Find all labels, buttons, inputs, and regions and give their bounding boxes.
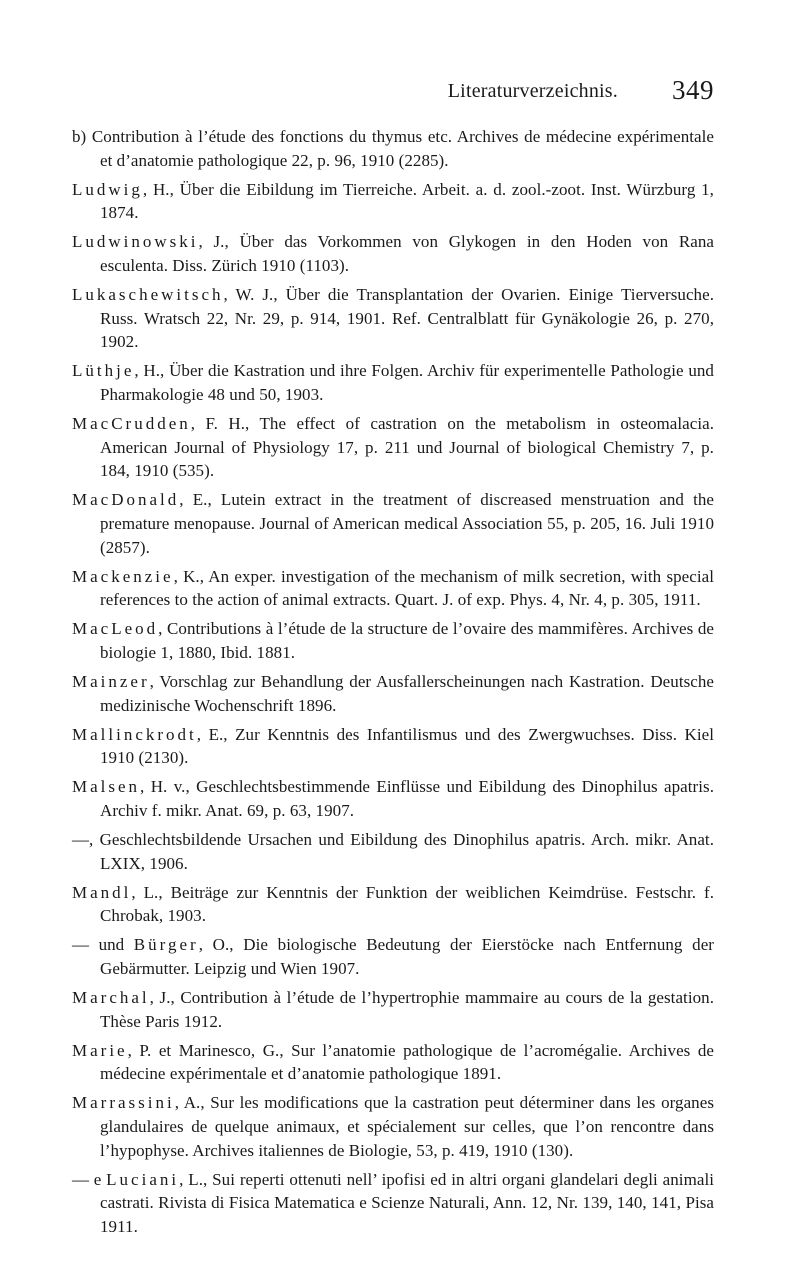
bibliography-entry [72, 125, 714, 172]
entry-text: , Geschlechtsbildende Ursachen und Eibildung des Dinophilus apatris. Arch. mikr. Anat. LXIX, 1906. [89, 830, 714, 873]
bibliography-entry [72, 670, 714, 717]
entry-author: Malsen [72, 777, 141, 797]
entry-author: Mallinckrodt [72, 724, 197, 744]
entry-author: Marie [72, 1040, 128, 1060]
entry-author: Bürger [133, 935, 199, 955]
entry-text: , J., Über das Vorkommen von Glykogen in den Hoden von Rana esculenta. Diss. Zürich 1910 (1103). [100, 232, 714, 275]
bibliography-entry [72, 412, 714, 483]
entry-author: Lüthje [72, 361, 135, 381]
entry-author: Mackenzie [72, 566, 174, 586]
entry-text: , E., Zur Kenntnis des Infantilismus und des Zwergwuchses. Diss. Kiel 1910 (2130). [100, 724, 714, 768]
page-header [72, 74, 714, 110]
bibliography-entry [72, 1039, 714, 1086]
entry-text: , L., Sui reperti ottenuti nell’ ipofisi ed in altri organi glandelari degli animali castrati. Rivista di Fisica Matematica e Scienze Naturali, Ann. 12, Nr. 139, 140, 141, Pisa 1911. [100, 1169, 714, 1236]
entry-text: , J., Contribution à l’étude de l’hypertrophie mammaire au cours de la gestation. Thèse Paris 1912. [100, 988, 714, 1031]
entry-author: MacLeod [72, 619, 159, 639]
entry-author: Ludwig [72, 179, 143, 199]
bibliography-entry [72, 617, 714, 664]
entry-text: , W. J., Über die Transplantation der Ovarien. Einige Tierversuche. Russ. Wratsch 22, Nr. 29, p. 914, 1901. Ref. Centralblatt für Gynäkologie 26, p. 270, 1902. [100, 285, 714, 352]
entry-author: MacCrudden [72, 414, 191, 434]
entry-author: Mandl [72, 882, 132, 902]
bibliography-entry [72, 230, 714, 277]
page-number: 349 [672, 75, 714, 105]
entry-text: , P. et Marinesco, G., Sur l’anatomie pathologique de l’acromégalie. Archives de médecine expérimentale et d’anatomie pathologique 1891. [100, 1040, 714, 1084]
entry-author: Mainzer [72, 671, 150, 691]
bibliography-entry: — und Bürger, O., Die biologische Bedeutung der Eierstöcke nach Entfernung der Gebärmutter. Leipzig und Wien 1907. [72, 935, 715, 978]
bibliography-entry [72, 775, 714, 822]
bibliography-entry [72, 283, 714, 354]
bibliography-entry [72, 565, 714, 612]
bibliography-entry: — e Luciani, L., Sui reperti ottenuti nell’ ipofisi ed in altri organi glandelari degli animali castrati. Rivista di Fisica Matematica e Scienze Naturali, Ann. 12, Nr. 139, 140, 141, Pisa 1911. [72, 1169, 714, 1236]
entry-author: MacDonald [72, 490, 180, 510]
entry-text: , H. v., Geschlechtsbestimmende Einflüsse und Eibildung des Dinophilus apatris. Archiv f. mikr. Anat. 69, p. 63, 1907. [100, 777, 714, 820]
bibliography-entry [72, 881, 714, 928]
entry-text: , L., Beiträge zur Kenntnis der Funktion der weiblichen Keimdrüse. Festschr. f. Chrobak, 1903. [100, 882, 714, 926]
bibliography-entry [72, 178, 714, 225]
bibliography-entry: —, Geschlechtsbildende Ursachen und Eibildung des Dinophilus apatris. Arch. mikr. Anat. LXIX, 1906. [72, 830, 714, 873]
entry-author: Marrassini [72, 1093, 175, 1113]
entry-text: , Vorschlag zur Behandlung der Ausfallerscheinungen nach Kastration. Deutsche medizinische Wochenschrift 1896. [100, 671, 714, 715]
entry-text: , K., An exper. investigation of the mechanism of milk secretion, with special references to the action of animal extracts. Quart. J. of exp. Phys. 4, Nr. 4, p. 305, 1911. [100, 566, 714, 610]
entry-text: , H., Über die Eibildung im Tierreiche. Arbeit. a. d. zool.-zoot. Inst. Würzburg 1, 1874. [100, 179, 714, 223]
entry-text: , F. H., The effect of castration on the metabolism in osteomalacia. American Journal of Physiology 17, p. 211 und Journal of biological Chemistry 7, p. 184, 1910 (535). [100, 414, 714, 481]
bibliography-entry [72, 986, 714, 1033]
running-title: Literaturverzeichnis. [447, 80, 618, 102]
entry-author: Luciani [106, 1169, 180, 1189]
bibliography-entry [72, 1091, 714, 1162]
entry-text: , E., Lutein extract in the treatment of discreased menstruation and the premature menopause. Journal of American medical Association 55, p. 205, 16. Juli 1910 (2857). [100, 490, 714, 557]
entry-text: , O., Die biologische Bedeutung der Eierstöcke nach Entfernung der Gebärmutter. Leipzig und Wien 1907. [100, 935, 715, 978]
bibliography-entry [72, 723, 714, 770]
entry-text: , Contributions à l’étude de la structure de l’ovaire des mammifères. Archives de biologie 1, 1880, Ibid. 1881. [100, 619, 714, 662]
entry-text: b) Contribution à l’étude des fonctions du thymus etc. Archives de médecine expérimentale et d’anatomie pathologique 22, p. 96, 1910 (2285). [72, 127, 714, 170]
bibliography-list [72, 125, 714, 1244]
bibliography-entry [72, 488, 714, 559]
entry-text: , H., Über die Kastration und ihre Folgen. Archiv für experimentelle Pathologie und Pharmakologie 48 und 50, 1903. [100, 361, 714, 404]
entry-author: Lukaschewitsch [72, 285, 224, 305]
entry-author: Marchal [72, 988, 150, 1008]
entry-author: Ludwinowski [72, 232, 199, 252]
entry-text: , A., Sur les modifications que la castration peut déterminer dans les organes glandulaires de quelque animaux, et spécialement sur celles, que l’on rencontre dans l’hypophyse. Archives italiennes de Biologie, 53, p. 419, 1910 (130). [100, 1093, 714, 1160]
bibliography-entry [72, 359, 714, 406]
